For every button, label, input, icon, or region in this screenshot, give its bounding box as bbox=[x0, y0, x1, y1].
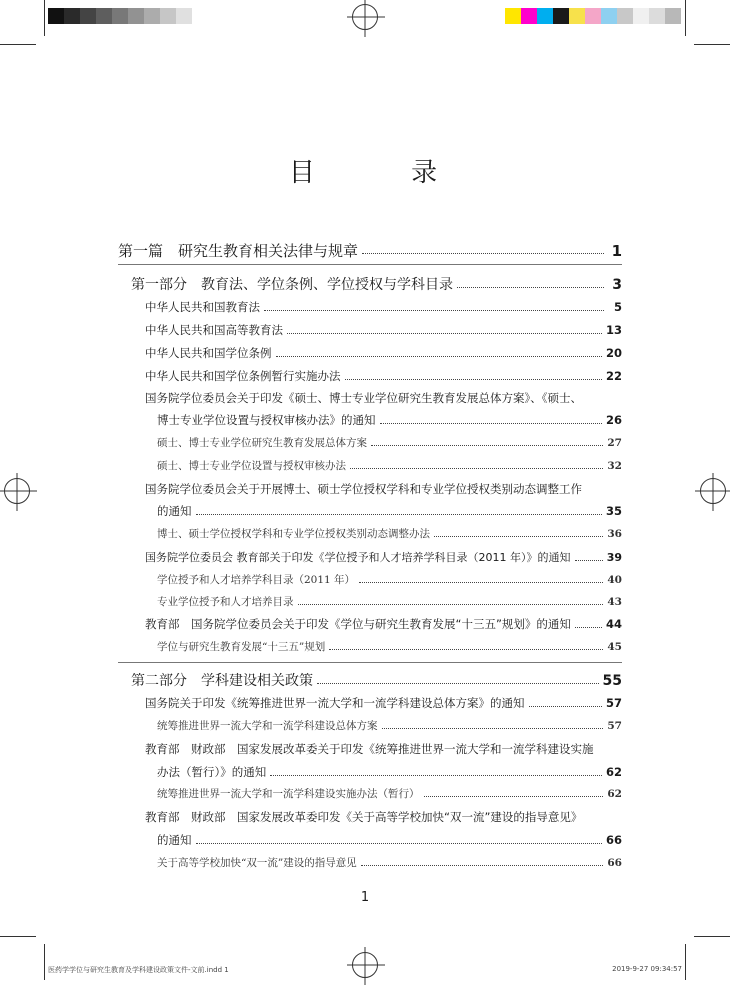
page-title: 目 录 bbox=[288, 158, 482, 188]
toc-subitem[interactable] bbox=[157, 458, 622, 473]
toc-leader bbox=[361, 865, 604, 866]
color-swatch bbox=[617, 8, 633, 24]
crop-mark bbox=[0, 44, 36, 45]
page-number: 1 bbox=[360, 890, 370, 905]
toc-item-title: 办法（暂行）》的通知 bbox=[157, 765, 267, 779]
toc-page-number: 44 bbox=[605, 617, 622, 631]
toc-section-entry[interactable] bbox=[131, 274, 622, 294]
registration-mark-top bbox=[352, 4, 378, 30]
toc-page-number: 26 bbox=[605, 413, 622, 427]
toc-subitem-title: 专业学位授予和人才培养目录 bbox=[157, 596, 294, 608]
toc-subitem[interactable] bbox=[157, 639, 622, 654]
toc-item-first-line[interactable]: 教育部 财政部 国家发展改革委印发《关于高等学校加快“双一流”建设的指导意见》 bbox=[145, 810, 583, 824]
registration-mark-bottom bbox=[352, 952, 378, 978]
toc-leader bbox=[196, 843, 602, 844]
toc-page-number: 3 bbox=[612, 277, 622, 293]
color-swatch bbox=[633, 8, 649, 24]
toc-leader bbox=[287, 333, 602, 334]
crop-mark bbox=[0, 936, 36, 937]
color-swatch bbox=[665, 8, 681, 24]
toc-item-title: 国务院学位委员会 教育部关于印发《学位授予和人才培养学科目录（2011 年）》的通知 bbox=[145, 551, 571, 564]
toc-item-title: 中华人民共和国教育法 bbox=[145, 300, 260, 314]
print-slug-filename: 医药学学位与研究生教育及学科建设政策文件-文前.indd 1 bbox=[48, 966, 229, 974]
crop-mark bbox=[694, 44, 730, 45]
toc-item-title: 教育部 国务院学位委员会关于印发《学位与研究生教育发展“十三五”规划》的通知 bbox=[145, 617, 571, 631]
toc-leader bbox=[380, 423, 602, 424]
toc-page-number: 13 bbox=[605, 323, 622, 337]
registration-mark-right bbox=[700, 478, 726, 504]
toc-subitem[interactable] bbox=[157, 786, 622, 801]
crop-mark bbox=[685, 0, 686, 36]
gray-swatch bbox=[160, 8, 176, 24]
toc-item-title: 博士专业学位设置与授权审核办法》的通知 bbox=[157, 413, 376, 427]
toc-item-first-line[interactable]: 国务院学位委员会关于开展博士、硕士学位授权学科和专业学位授权类别动态调整工作 bbox=[145, 482, 582, 496]
toc-section-title: 第二部分 学科建设相关政策 bbox=[131, 673, 313, 689]
toc-subitem-title: 硕士、博士专业学位设置与授权审核办法 bbox=[157, 460, 346, 472]
toc-leader bbox=[424, 796, 604, 797]
toc-item-title: 中华人民共和国学位条例暂行实施办法 bbox=[145, 369, 341, 383]
crop-mark bbox=[44, 0, 45, 36]
toc-page-number: 27 bbox=[607, 437, 622, 449]
toc-page-number: 40 bbox=[607, 574, 622, 586]
toc-leader bbox=[457, 287, 604, 288]
toc-item[interactable] bbox=[145, 322, 622, 338]
toc-page-number: 43 bbox=[607, 596, 622, 608]
toc-page-number: 39 bbox=[606, 551, 622, 564]
toc-section-entry[interactable] bbox=[131, 670, 622, 690]
gray-swatch bbox=[48, 8, 64, 24]
toc-subitem[interactable] bbox=[157, 572, 622, 587]
toc-page-number: 66 bbox=[605, 833, 622, 847]
toc-leader bbox=[329, 649, 603, 650]
toc-page-number: 62 bbox=[605, 765, 622, 779]
toc-page-number: 57 bbox=[607, 720, 622, 732]
toc-item[interactable] bbox=[145, 549, 622, 565]
gray-swatch bbox=[96, 8, 112, 24]
toc-leader bbox=[434, 536, 603, 537]
toc-leader bbox=[575, 560, 603, 561]
toc-item[interactable] bbox=[145, 368, 622, 384]
toc-subitem[interactable] bbox=[157, 435, 622, 450]
toc-leader bbox=[350, 468, 603, 469]
crop-mark bbox=[694, 936, 730, 937]
gray-swatch bbox=[144, 8, 160, 24]
toc-item[interactable] bbox=[157, 503, 622, 519]
toc-page-number: 66 bbox=[607, 857, 622, 869]
color-swatch bbox=[585, 8, 601, 24]
toc-part-entry[interactable] bbox=[118, 240, 622, 261]
toc-item[interactable] bbox=[157, 832, 622, 848]
toc-item-first-line[interactable]: 国务院学位委员会关于印发《硕士、博士专业学位研究生教育发展总体方案》、《硕士、 bbox=[145, 391, 582, 405]
toc-subitem-title: 硕士、博士专业学位研究生教育发展总体方案 bbox=[157, 437, 367, 449]
toc-item-title: 中华人民共和国高等教育法 bbox=[145, 323, 283, 337]
color-swatch bbox=[569, 8, 585, 24]
toc-section-title: 第一部分 教育法、学位条例、学位授权与学科目录 bbox=[131, 277, 453, 293]
toc-leader bbox=[371, 445, 603, 446]
grayscale-calibration-bar bbox=[48, 8, 192, 24]
gray-swatch bbox=[176, 8, 192, 24]
registration-mark-left bbox=[4, 478, 30, 504]
gray-swatch bbox=[112, 8, 128, 24]
color-calibration-bar bbox=[505, 8, 681, 24]
toc-subitem[interactable] bbox=[157, 855, 622, 870]
toc-subitem[interactable] bbox=[157, 526, 622, 541]
toc-subitem-title: 统筹推进世界一流大学和一流学科建设实施办法（暂行） bbox=[157, 788, 420, 800]
color-swatch bbox=[649, 8, 665, 24]
toc-leader bbox=[298, 604, 604, 605]
toc-subitem[interactable] bbox=[157, 718, 622, 733]
part-divider bbox=[118, 264, 622, 265]
crop-mark bbox=[685, 944, 686, 980]
toc-item[interactable] bbox=[145, 345, 622, 361]
color-swatch bbox=[537, 8, 553, 24]
toc-item-title: 的通知 bbox=[157, 833, 192, 847]
toc-page-number: 32 bbox=[607, 460, 622, 472]
print-slug-timestamp: 2019-9-27 09:34:57 bbox=[612, 965, 682, 973]
toc-leader bbox=[359, 582, 603, 583]
toc-page-number: 36 bbox=[607, 528, 622, 540]
toc-subitem[interactable] bbox=[157, 594, 622, 609]
toc-subitem-title: 学位与研究生教育发展“十三五”规划 bbox=[157, 641, 326, 653]
toc-subitem-title: 统筹推进世界一流大学和一流学科建设总体方案 bbox=[157, 720, 378, 732]
toc-page-number: 45 bbox=[607, 641, 622, 653]
toc-page-number: 5 bbox=[613, 300, 622, 314]
toc-subitem-title: 博士、硕士学位授权学科和专业学位授权类别动态调整办法 bbox=[157, 528, 430, 540]
toc-leader bbox=[345, 379, 602, 380]
toc-leader bbox=[196, 514, 602, 515]
toc-leader bbox=[276, 356, 602, 357]
gray-swatch bbox=[128, 8, 144, 24]
toc-leader bbox=[529, 706, 602, 707]
color-swatch bbox=[553, 8, 569, 24]
toc-part-title: 第一篇 研究生教育相关法律与规章 bbox=[118, 242, 359, 260]
toc-page-number: 1 bbox=[611, 242, 622, 260]
color-swatch bbox=[505, 8, 521, 24]
toc-page-number: 57 bbox=[605, 696, 622, 710]
toc-page-number: 62 bbox=[607, 788, 622, 800]
color-swatch bbox=[601, 8, 617, 24]
section-divider bbox=[118, 662, 622, 663]
gray-swatch bbox=[80, 8, 96, 24]
toc-page-number: 20 bbox=[605, 346, 622, 360]
toc-subitem-title: 关于高等学校加快“双一流”建设的指导意见 bbox=[157, 857, 357, 869]
toc-leader bbox=[575, 627, 602, 628]
toc-page-number: 35 bbox=[605, 504, 622, 518]
color-swatch bbox=[521, 8, 537, 24]
crop-mark bbox=[44, 944, 45, 980]
toc-leader bbox=[270, 775, 602, 776]
toc-page-number: 55 bbox=[602, 673, 622, 689]
toc-item[interactable] bbox=[157, 412, 622, 428]
toc-item-title: 国务院关于印发《统筹推进世界一流大学和一流学科建设总体方案》的通知 bbox=[145, 696, 525, 710]
toc-page-number: 22 bbox=[605, 369, 622, 383]
toc-leader bbox=[382, 728, 604, 729]
toc-leader bbox=[362, 253, 604, 254]
toc-leader bbox=[317, 683, 599, 684]
toc-subitem-title: 学位授予和人才培养学科目录（2011 年） bbox=[157, 574, 356, 586]
toc-leader bbox=[264, 310, 604, 311]
gray-swatch bbox=[64, 8, 80, 24]
toc-item-title: 中华人民共和国学位条例 bbox=[145, 346, 272, 360]
toc-item-title: 的通知 bbox=[157, 504, 192, 518]
toc-item[interactable] bbox=[145, 695, 622, 711]
toc-item[interactable] bbox=[145, 616, 622, 632]
toc-item-first-line[interactable]: 教育部 财政部 国家发展改革委关于印发《统筹推进世界一流大学和一流学科建设实施 bbox=[145, 742, 594, 756]
toc-item[interactable] bbox=[157, 764, 622, 780]
toc-item[interactable] bbox=[145, 299, 622, 315]
